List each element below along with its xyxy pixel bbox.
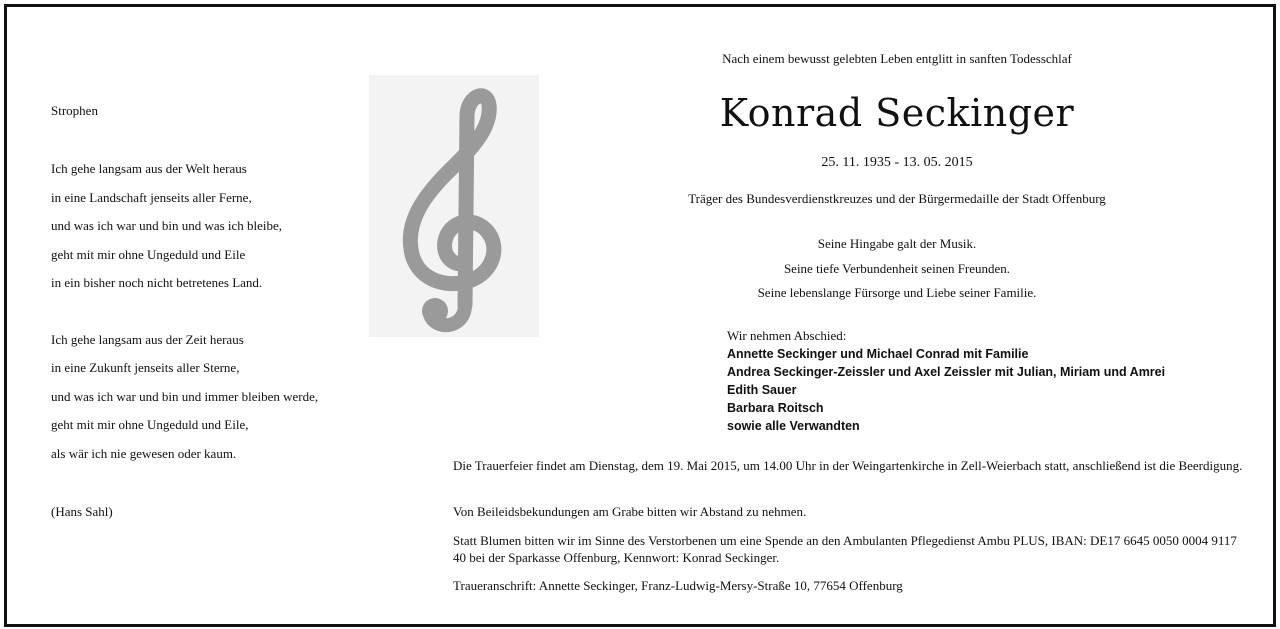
poem-line: geht mit mir ohne Ungeduld und Eile bbox=[51, 247, 246, 262]
mourner-name: Barbara Roitsch bbox=[727, 401, 824, 415]
poem-line: in ein bisher noch nicht betretenes Land. bbox=[51, 275, 263, 290]
mourner-name: Edith Sauer bbox=[727, 383, 797, 397]
poem-line: und was ich war und bin und was ich bleibe, bbox=[51, 218, 283, 233]
mourners-block bbox=[727, 327, 1165, 435]
poem-heading: Strophen bbox=[51, 103, 98, 118]
treble-clef-icon bbox=[369, 75, 539, 337]
life-dates: 25. 11. 1935 - 13. 05. 2015 bbox=[821, 155, 973, 170]
poem-author: (Hans Sahl) bbox=[51, 504, 113, 519]
condolences-note: Von Beileidsbekundungen am Grabe bitten wir Abstand zu nehmen. bbox=[453, 504, 807, 519]
tribute-line: Seine tiefe Verbundenheit seinen Freunden. bbox=[783, 261, 1011, 276]
donation-note: Statt Blumen bitten wir im Sinne des Verstorbenen um eine Spende an den Ambulanten Pflegedienst Ambu PLUS, IBAN: DE17 6645 0050 0004 9117 40 bei der Sparkasse Offenburg, Kennwort: Konrad Seckinger. bbox=[453, 533, 1237, 565]
poem-line: Ich gehe langsam aus der Zeit heraus bbox=[51, 332, 244, 347]
honors-line: Träger des Bundesverdienstkreuzes und der Bürgermedaille der Stadt Offenburg bbox=[688, 191, 1106, 206]
mourner-name: sowie alle Verwandten bbox=[727, 419, 860, 433]
tribute-line: Seine Hingabe galt der Musik. bbox=[817, 236, 977, 251]
poem-line: und was ich war und bin und immer bleiben werde, bbox=[51, 389, 319, 404]
mourner-name: Annette Seckinger und Michael Conrad mit Familie bbox=[727, 347, 1029, 361]
mourning-address: Traueranschrift: Annette Seckinger, Franz-Ludwig-Mersy-Straße 10, 77654 Offenburg bbox=[453, 578, 903, 593]
mourner-name: Andrea Seckinger-Zeissler und Axel Zeissler mit Julian, Miriam und Amrei bbox=[727, 365, 1166, 379]
intro-line: Nach einem bewusst gelebten Leben entglitt in sanften Todesschlaf bbox=[722, 51, 1072, 66]
tribute-line: Seine lebenslange Fürsorge und Liebe seiner Familie. bbox=[757, 285, 1037, 300]
poem-line: in eine Zukunft jenseits aller Sterne, bbox=[51, 360, 240, 375]
poem-line: geht mit mir ohne Ungeduld und Eile, bbox=[51, 417, 249, 432]
poem-line: als wär ich nie gewesen oder kaum. bbox=[51, 446, 237, 461]
deceased-name: Konrad Seckinger bbox=[719, 91, 1075, 135]
poem-line: Ich gehe langsam aus der Welt heraus bbox=[51, 161, 247, 176]
obituary-notice bbox=[4, 4, 1276, 627]
funeral-info: Die Trauerfeier findet am Dienstag, dem 19. Mai 2015, um 14.00 Uhr in der Weingartenkirche in Zell-Weierbach statt, anschließend ist die Beerdigung. bbox=[453, 458, 1243, 473]
poem-line: in eine Landschaft jenseits aller Ferne, bbox=[51, 190, 252, 205]
mourners-intro: Wir nehmen Abschied: bbox=[727, 328, 847, 343]
